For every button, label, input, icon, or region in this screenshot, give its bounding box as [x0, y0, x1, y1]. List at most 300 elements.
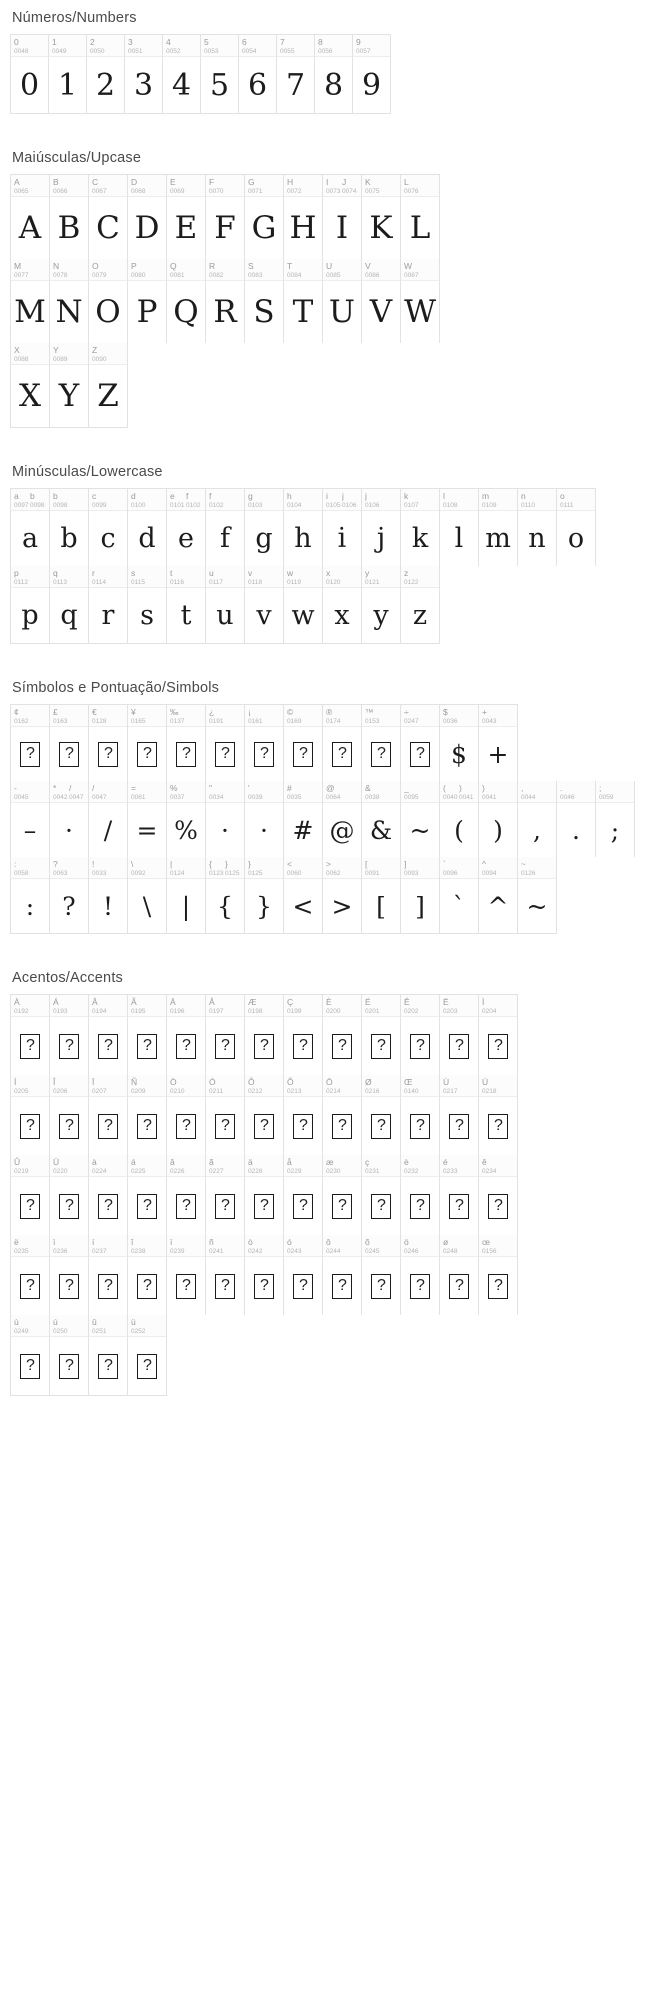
missing-glyph-box: ?	[20, 1034, 40, 1059]
glyph-cell[interactable]	[11, 705, 50, 781]
missing-glyph-box: ?	[20, 1354, 40, 1379]
glyph-cell[interactable]	[128, 1155, 167, 1235]
glyph-code-label: 0034	[209, 794, 224, 801]
missing-glyph-box: ?	[20, 1194, 40, 1219]
glyph-cell[interactable]	[206, 995, 245, 1075]
glyph-cell[interactable]	[362, 1155, 401, 1235]
glyph-id-pair	[170, 491, 186, 510]
glyph-cell[interactable]	[167, 1235, 206, 1315]
glyph-code-label: 0200	[326, 1008, 341, 1015]
glyph-cell[interactable]	[206, 1155, 245, 1235]
glyph-cell[interactable]	[50, 259, 89, 343]
glyph-cell[interactable]	[323, 995, 362, 1075]
glyph-cell[interactable]	[128, 705, 167, 781]
glyph-preview: Y	[58, 378, 80, 414]
glyph-cell[interactable]	[323, 857, 362, 933]
glyph-cell-header	[167, 1155, 205, 1177]
glyph-code-label: 0250	[53, 1328, 68, 1335]
glyph-cell[interactable]	[440, 1235, 479, 1315]
glyph-char-label: /	[69, 783, 72, 793]
glyph-cell[interactable]	[323, 1075, 362, 1155]
glyph-cell[interactable]	[89, 995, 128, 1075]
glyph-code-label: 0126	[521, 870, 536, 877]
missing-glyph-box: ?	[293, 1274, 313, 1299]
glyph-code-label: 0059	[599, 794, 614, 801]
glyph-cell[interactable]	[201, 35, 239, 113]
glyph-cell[interactable]	[11, 995, 50, 1075]
glyph-cell[interactable]	[89, 1235, 128, 1315]
glyph-cell[interactable]	[87, 35, 125, 113]
glyph-cell[interactable]	[89, 1315, 128, 1395]
glyph-code-label: 0043	[482, 718, 497, 725]
glyph-code-label: 0212	[248, 1088, 263, 1095]
glyph-code-label: 0091	[365, 870, 380, 877]
glyph-code-label: 0195	[131, 1008, 146, 1015]
glyph-char-label: D	[131, 177, 138, 187]
glyph-cell[interactable]	[284, 1235, 323, 1315]
glyph-code-label: 0116	[170, 579, 184, 586]
glyph-cell[interactable]	[284, 705, 323, 781]
glyph-cell[interactable]	[596, 781, 635, 857]
glyph-cell[interactable]	[206, 1235, 245, 1315]
glyph-cell[interactable]	[245, 705, 284, 781]
missing-glyph-icon	[401, 727, 439, 781]
glyph-code-label: 0053	[204, 48, 219, 55]
glyph-cell[interactable]	[284, 995, 323, 1075]
glyph-cell[interactable]	[479, 781, 518, 857]
glyph-cell[interactable]	[89, 489, 128, 566]
glyph-cell[interactable]	[277, 35, 315, 113]
glyph-cell[interactable]	[401, 489, 440, 566]
glyph-cell[interactable]	[440, 489, 479, 566]
glyph-preview: .	[572, 815, 580, 845]
glyph-cell[interactable]	[323, 705, 362, 781]
glyph-cell[interactable]	[11, 781, 50, 857]
glyph-cell[interactable]	[11, 35, 49, 113]
missing-glyph-icon	[440, 1177, 478, 1235]
glyph-preview: )	[493, 815, 503, 845]
glyph-section	[0, 0, 661, 114]
glyph-cell[interactable]	[440, 995, 479, 1075]
glyph-cell[interactable]	[362, 566, 401, 643]
glyph-cell-header	[128, 1155, 166, 1177]
glyph-cell[interactable]	[323, 566, 362, 643]
glyph-cell-header	[50, 175, 88, 197]
glyph-cell[interactable]	[401, 857, 440, 933]
glyph-cell-header	[557, 489, 595, 511]
glyph-cell[interactable]	[323, 781, 362, 857]
glyph-char-label: _	[404, 783, 409, 793]
glyph-cell[interactable]	[50, 1155, 89, 1235]
glyph-cell[interactable]	[167, 566, 206, 643]
glyph-cell[interactable]	[128, 566, 167, 643]
glyph-cell[interactable]	[50, 175, 89, 259]
glyph-cell-header	[440, 1235, 478, 1257]
glyph-cell[interactable]	[440, 1075, 479, 1155]
glyph-id-pair	[225, 859, 241, 878]
glyph-section	[0, 140, 661, 428]
glyph-cell[interactable]	[401, 259, 440, 343]
glyph-code-label: 0239	[170, 1248, 185, 1255]
glyph-preview: R	[213, 294, 237, 330]
missing-glyph-icon	[206, 1097, 244, 1155]
glyph-cell[interactable]	[128, 1075, 167, 1155]
glyph-cell[interactable]	[239, 35, 277, 113]
glyph-cell[interactable]	[11, 1155, 50, 1235]
glyph-preview: G	[251, 210, 277, 246]
glyph-cell-header	[128, 781, 166, 803]
glyph-cell[interactable]	[362, 489, 401, 566]
glyph-cell[interactable]	[167, 995, 206, 1075]
glyph-char-label: Ç	[287, 997, 294, 1007]
glyph-cell[interactable]	[401, 175, 440, 259]
glyph-cell[interactable]	[206, 259, 245, 343]
glyph-code-label: 0192	[14, 1008, 29, 1015]
glyph-cell[interactable]	[440, 705, 479, 781]
glyph-cell-header	[440, 1155, 478, 1177]
glyph-preview: u	[216, 600, 234, 631]
glyph-char-label: ú	[53, 1317, 58, 1327]
glyph-cell[interactable]	[206, 175, 245, 259]
glyph-cell[interactable]	[206, 489, 245, 566]
glyph-cell[interactable]	[49, 35, 87, 113]
missing-glyph-icon	[362, 727, 400, 781]
glyph-cell[interactable]	[401, 1235, 440, 1315]
glyph-cell-header	[479, 1155, 517, 1177]
glyph-cell[interactable]	[479, 1075, 518, 1155]
glyph-preview: F	[214, 210, 236, 246]
missing-glyph-icon	[479, 1177, 517, 1235]
glyph-cell[interactable]	[167, 489, 206, 566]
glyph-cell[interactable]	[11, 1235, 50, 1315]
glyph-cell[interactable]	[167, 705, 206, 781]
glyph-cell[interactable]	[50, 781, 89, 857]
glyph-cell[interactable]	[206, 1075, 245, 1155]
glyph-char-label: \	[131, 859, 134, 869]
glyph-cell[interactable]	[245, 781, 284, 857]
glyph-code-label: 0248	[443, 1248, 458, 1255]
glyph-cell[interactable]	[11, 1315, 50, 1395]
glyph-cell-header	[245, 995, 283, 1017]
glyph-cell[interactable]	[362, 175, 401, 259]
glyph-cell[interactable]	[362, 1075, 401, 1155]
glyph-cell[interactable]	[479, 1235, 518, 1315]
glyph-cell[interactable]	[362, 705, 401, 781]
glyph-row	[10, 857, 557, 934]
missing-glyph-box: ?	[59, 1194, 79, 1219]
glyph-cell[interactable]	[479, 705, 518, 781]
glyph-cell[interactable]	[167, 175, 206, 259]
missing-glyph-box: ?	[215, 742, 235, 767]
glyph-cell[interactable]	[206, 857, 245, 933]
glyph-preview: h	[294, 523, 312, 554]
glyph-cell[interactable]	[128, 1235, 167, 1315]
glyph-cell-header	[245, 781, 283, 803]
glyph-cell[interactable]	[11, 175, 50, 259]
glyph-code-label: 0210	[170, 1088, 185, 1095]
glyph-cell[interactable]	[362, 1235, 401, 1315]
glyph-cell[interactable]	[50, 566, 89, 643]
glyph-cell[interactable]	[89, 175, 128, 259]
glyph-cell[interactable]	[284, 566, 323, 643]
missing-glyph-icon	[362, 1017, 400, 1075]
glyph-char-label: Ö	[326, 1077, 333, 1087]
glyph-row	[10, 1075, 518, 1155]
glyph-cell[interactable]	[167, 259, 206, 343]
glyph-char-label: @	[326, 783, 335, 793]
missing-glyph-box: ?	[371, 1274, 391, 1299]
glyph-cell[interactable]	[440, 857, 479, 933]
glyph-cell-header	[245, 259, 283, 281]
missing-glyph-icon	[50, 1017, 88, 1075]
glyph-code-label: 0052	[166, 48, 181, 55]
glyph-cell[interactable]	[323, 259, 362, 343]
missing-glyph-box: ?	[410, 1114, 430, 1139]
glyph-code-label: 0035	[287, 794, 302, 801]
glyph-code-label: 0251	[92, 1328, 107, 1335]
glyph-cell-header	[128, 1075, 166, 1097]
glyph-preview: >	[331, 891, 353, 921]
glyph-cell-header	[479, 489, 517, 511]
glyph-cell[interactable]	[167, 857, 206, 933]
glyph-cell[interactable]	[245, 1155, 284, 1235]
glyph-cell[interactable]	[89, 1155, 128, 1235]
glyph-char-label: 9	[356, 37, 361, 47]
glyph-cell[interactable]	[11, 1075, 50, 1155]
glyph-id-pair	[443, 783, 459, 802]
glyph-cell-header	[11, 489, 49, 511]
glyph-code-label: 0115	[131, 579, 145, 586]
glyph-cell[interactable]	[245, 489, 284, 566]
missing-glyph-box: ?	[59, 1034, 79, 1059]
glyph-code-label: 0098	[30, 502, 45, 509]
glyph-cell[interactable]	[50, 489, 89, 566]
glyph-cell[interactable]	[245, 259, 284, 343]
glyph-cell[interactable]	[125, 35, 163, 113]
glyph-cell-header	[315, 35, 352, 57]
glyph-code-label: 0119	[287, 579, 301, 586]
glyph-cell[interactable]	[50, 1315, 89, 1395]
glyph-char-label: u	[209, 568, 214, 578]
glyph-cell[interactable]	[479, 489, 518, 566]
missing-glyph-box: ?	[176, 1114, 196, 1139]
glyph-char-label: :	[14, 859, 17, 869]
glyph-preview: 3	[133, 67, 154, 103]
glyph-cell[interactable]	[323, 1235, 362, 1315]
glyph-cell-header	[362, 1075, 400, 1097]
glyph-cell[interactable]	[284, 175, 323, 259]
glyph-cell[interactable]	[245, 857, 284, 933]
glyph-char-label: ¥	[131, 707, 136, 717]
glyph-cell[interactable]	[401, 566, 440, 643]
glyph-cell[interactable]	[50, 343, 89, 427]
glyph-code-label: 0085	[326, 272, 341, 279]
glyph-code-label: 0156	[482, 1248, 497, 1255]
missing-glyph-box: ?	[137, 1114, 157, 1139]
glyph-grid	[10, 488, 661, 644]
glyph-cell[interactable]	[128, 259, 167, 343]
missing-glyph-icon	[479, 1097, 517, 1155]
glyph-cell-header	[89, 857, 127, 879]
glyph-cell[interactable]	[401, 781, 440, 857]
glyph-cell[interactable]	[206, 566, 245, 643]
section-title: Símbolos e Pontuação/Simbols	[12, 680, 220, 696]
glyph-cell[interactable]	[401, 1075, 440, 1155]
glyph-cell-header	[284, 1155, 322, 1177]
glyph-code-label: 0161	[248, 718, 263, 725]
glyph-cell-header	[167, 705, 205, 727]
glyph-cell-header	[245, 1155, 283, 1177]
glyph-cell[interactable]	[284, 1075, 323, 1155]
glyph-cell[interactable]	[89, 781, 128, 857]
glyph-cell[interactable]	[167, 1075, 206, 1155]
missing-glyph-icon	[206, 1017, 244, 1075]
glyph-code-label: 0086	[365, 272, 380, 279]
glyph-cell[interactable]	[89, 566, 128, 643]
glyph-cell[interactable]	[50, 857, 89, 933]
glyph-cell[interactable]	[11, 343, 50, 427]
glyph-cell[interactable]	[323, 489, 362, 566]
glyph-cell-header	[284, 259, 322, 281]
glyph-cell[interactable]	[128, 175, 167, 259]
glyph-preview: &	[369, 815, 393, 845]
glyph-cell[interactable]	[50, 1075, 89, 1155]
glyph-preview: ·	[221, 815, 229, 845]
glyph-cell[interactable]	[89, 1075, 128, 1155]
glyph-code-label: 0056	[318, 48, 333, 55]
missing-glyph-icon	[128, 1017, 166, 1075]
missing-glyph-box: ?	[176, 1274, 196, 1299]
glyph-cell[interactable]	[167, 1155, 206, 1235]
glyph-cell[interactable]	[284, 857, 323, 933]
glyph-cell-header	[518, 857, 556, 879]
glyph-char-label: Á	[53, 997, 59, 1007]
glyph-char-label: I	[326, 177, 329, 187]
missing-glyph-icon	[128, 1337, 166, 1395]
glyph-cell[interactable]	[11, 857, 50, 933]
glyph-code-label: 0191	[209, 718, 224, 725]
glyph-cell[interactable]	[167, 781, 206, 857]
glyph-cell[interactable]	[89, 343, 128, 427]
glyph-cell[interactable]	[128, 781, 167, 857]
missing-glyph-icon	[362, 1257, 400, 1315]
glyph-cell[interactable]	[206, 781, 245, 857]
glyph-cell[interactable]	[128, 995, 167, 1075]
glyph-cell[interactable]	[128, 857, 167, 933]
glyph-cell[interactable]	[245, 1075, 284, 1155]
glyph-char-label: Ñ	[131, 1077, 138, 1087]
glyph-cell[interactable]	[11, 566, 50, 643]
glyph-cell[interactable]	[362, 857, 401, 933]
glyph-code-label: 0233	[443, 1168, 458, 1175]
glyph-code-label: 0123	[209, 870, 224, 877]
glyph-cell[interactable]	[50, 995, 89, 1075]
glyph-cell[interactable]	[245, 995, 284, 1075]
glyph-cell[interactable]	[89, 705, 128, 781]
glyph-cell[interactable]	[89, 857, 128, 933]
glyph-cell[interactable]	[440, 1155, 479, 1235]
glyph-cell[interactable]	[284, 259, 323, 343]
missing-glyph-icon	[479, 1257, 517, 1315]
glyph-cell[interactable]	[245, 566, 284, 643]
glyph-preview: #	[292, 815, 314, 845]
glyph-cell[interactable]	[479, 1155, 518, 1235]
glyph-char-label: t	[170, 568, 173, 578]
glyph-code-label: 0047	[69, 794, 84, 801]
glyph-cell[interactable]	[284, 1155, 323, 1235]
glyph-cell[interactable]	[50, 705, 89, 781]
glyph-cell[interactable]	[11, 259, 50, 343]
glyph-cell[interactable]	[362, 995, 401, 1075]
glyph-char-label: !	[92, 859, 95, 869]
missing-glyph-box: ?	[137, 1194, 157, 1219]
glyph-preview: A	[18, 210, 42, 246]
glyph-cell[interactable]	[557, 489, 596, 566]
missing-glyph-icon	[401, 1017, 439, 1075]
glyph-cell-header	[11, 175, 49, 197]
glyph-cell[interactable]	[128, 489, 167, 566]
glyph-cell[interactable]	[245, 175, 284, 259]
glyph-preview: d	[138, 523, 156, 554]
glyph-cell[interactable]	[557, 781, 596, 857]
glyph-cell[interactable]	[479, 995, 518, 1075]
glyph-cell[interactable]	[401, 995, 440, 1075]
glyph-code-label: 0104	[287, 502, 302, 509]
glyph-cell[interactable]	[284, 489, 323, 566]
glyph-cell[interactable]	[518, 857, 557, 933]
glyph-cell[interactable]	[362, 259, 401, 343]
glyph-cell[interactable]	[163, 35, 201, 113]
glyph-preview: ;	[610, 815, 620, 845]
glyph-cell[interactable]	[479, 857, 518, 933]
missing-glyph-box: ?	[293, 1034, 313, 1059]
glyph-cell[interactable]	[11, 489, 50, 566]
glyph-cell-header	[518, 489, 556, 511]
glyph-code-label: 0236	[53, 1248, 68, 1255]
glyph-cell[interactable]	[206, 705, 245, 781]
glyph-cell[interactable]	[518, 489, 557, 566]
glyph-char-label: í	[92, 1237, 95, 1247]
glyph-cell[interactable]	[323, 175, 362, 259]
glyph-cell[interactable]	[518, 781, 557, 857]
glyph-cell[interactable]	[401, 1155, 440, 1235]
glyph-code-label: 0068	[131, 188, 146, 195]
glyph-cell[interactable]	[50, 1235, 89, 1315]
glyph-cell[interactable]	[284, 781, 323, 857]
glyph-char-label: .	[560, 783, 563, 793]
glyph-cell[interactable]	[89, 259, 128, 343]
glyph-cell-header	[11, 566, 49, 588]
glyph-cell[interactable]	[315, 35, 353, 113]
glyph-char-label: h	[287, 491, 292, 501]
glyph-cell[interactable]	[128, 1315, 167, 1395]
glyph-char-label: Û	[14, 1157, 21, 1167]
glyph-cell-header	[11, 343, 49, 365]
glyph-code-label: 0095	[404, 794, 419, 801]
glyph-row	[10, 259, 440, 343]
missing-glyph-box: ?	[137, 1274, 157, 1299]
glyph-id-pair	[459, 783, 475, 802]
glyph-cell[interactable]	[323, 1155, 362, 1235]
glyph-preview: [	[376, 891, 386, 921]
glyph-code-label: 0036	[443, 718, 458, 725]
glyph-cell[interactable]	[362, 781, 401, 857]
glyph-cell[interactable]	[440, 781, 479, 857]
missing-glyph-icon	[11, 1257, 49, 1315]
glyph-cell[interactable]	[353, 35, 391, 113]
glyph-cell[interactable]	[245, 1235, 284, 1315]
glyph-cell[interactable]	[401, 705, 440, 781]
